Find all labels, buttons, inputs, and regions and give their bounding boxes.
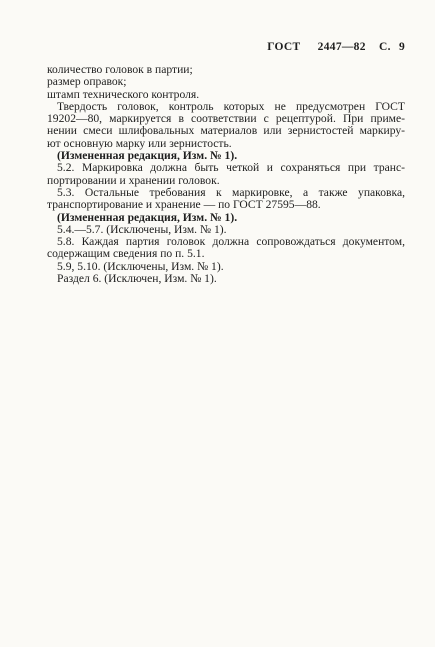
header-standard-number: 2447—82 xyxy=(317,41,366,53)
text-line: Раздел 6. (Исключен, Изм. № 1). xyxy=(57,273,217,286)
amendment-note: (Измененная редакция, Изм. № 1). xyxy=(57,211,238,224)
text-line: Твердость головок, контроль которых не предусмотрен ГОСТ xyxy=(57,100,405,113)
header-page-label: С. xyxy=(378,41,391,53)
text-line: штамп технического контроля. xyxy=(47,88,200,101)
text-line: нении смеси шлифовальных материалов или зернистостей маркиру- xyxy=(47,125,405,138)
header-page-number: 9 xyxy=(398,41,405,53)
text-line: 19202—80, маркируется в соответствии с рецептурой. При приме- xyxy=(47,113,405,126)
amendment-note: (Измененная редакция, Изм. № 1). xyxy=(57,150,238,163)
header-standard: ГОСТ xyxy=(267,41,301,53)
text-line: содержащим сведения по п. 5.1. xyxy=(47,248,205,261)
text-line: 5.9, 5.10. (Исключены, Изм. № 1). xyxy=(57,260,224,273)
text-line: 5.2. Маркировка должна быть четкой и сохраняться при транс- xyxy=(57,162,405,175)
document-body xyxy=(47,64,405,285)
text-line: 5.4.—5.7. (Исключены, Изм. № 1). xyxy=(57,223,227,236)
text-line: размер оправок; xyxy=(47,76,127,89)
text-line: количество головок в партии; xyxy=(47,64,193,76)
text-line: портировании и хранении головок. xyxy=(47,174,220,187)
page-header xyxy=(267,41,405,53)
text-line: 5.3. Остальные требования к маркировке, а также упаковка, xyxy=(57,186,405,199)
text-line: ют основную марку или зернистость. xyxy=(47,137,232,150)
text-line: транспортирование и хранение — по ГОСТ 27595—88. xyxy=(47,199,321,212)
text-line: 5.8. Каждая партия головок должна сопровождаться документом, xyxy=(57,236,405,249)
